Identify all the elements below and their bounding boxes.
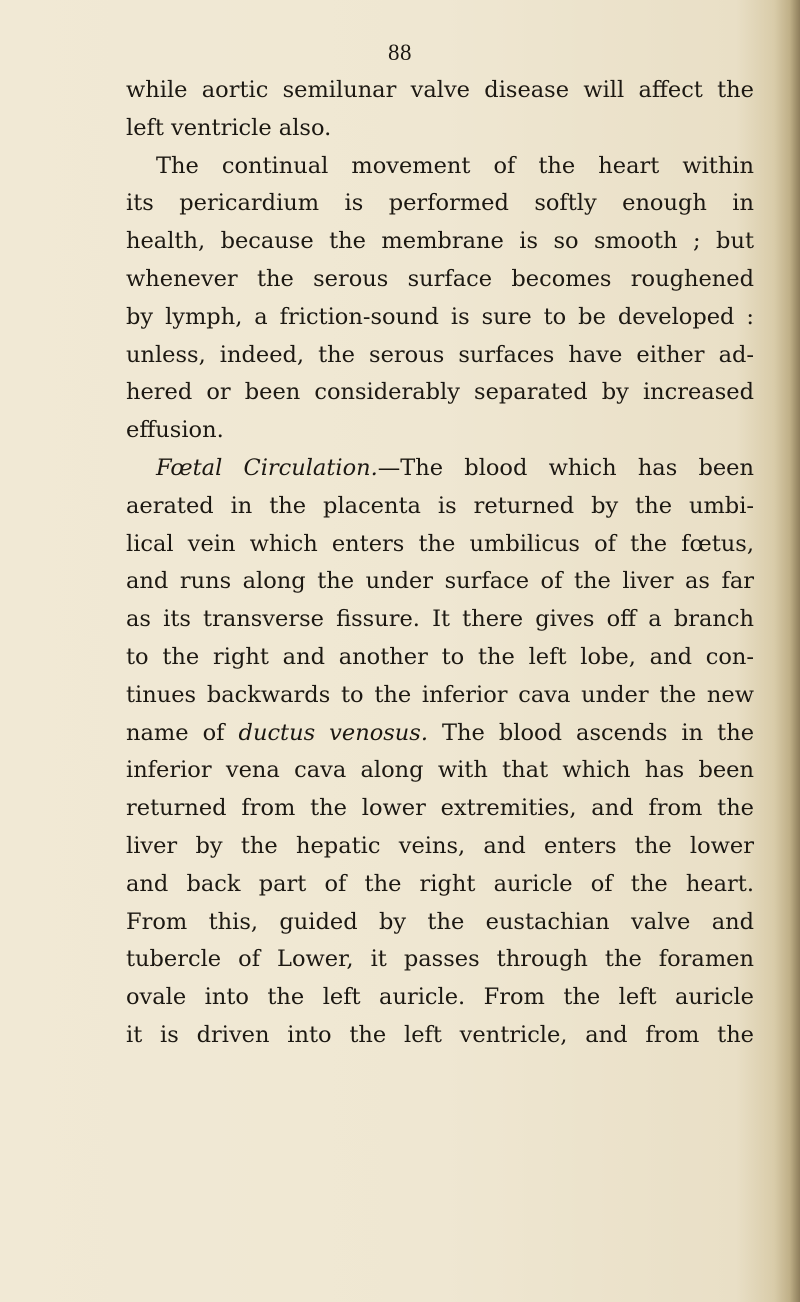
text-line: as its transverse fissure. It there gives off a branch — [126, 606, 754, 633]
text-line: left ventricle also. — [126, 114, 332, 141]
text-line: by lymph, a friction-sound is sure to be developed : — [126, 303, 754, 330]
text-line: and back part of the right auricle of the heart. — [126, 870, 754, 897]
text-line: whenever the serous surface becomes roughened — [126, 265, 754, 292]
text-line: it is driven into the left ventricle, and from the — [126, 1021, 754, 1048]
text-line: name of ductus venosus. The blood ascends in the — [126, 719, 755, 746]
body-text — [126, 72, 754, 1055]
text-line: tinues backwards to the inferior cava under the new — [126, 681, 754, 708]
text-line: inferior vena cava along with that which has been — [126, 757, 754, 784]
text-line: tubercle of Lower, it passes through the foramen — [126, 946, 754, 973]
text-line: From this, guided by the eustachian valve and — [126, 908, 754, 935]
page-edge-shadow — [774, 0, 800, 1302]
text-line: The continual movement of the heart within — [156, 152, 754, 179]
text-line: ovale into the left auricle. From the left auricle — [126, 984, 754, 1011]
text-line: and runs along the under surface of the liver as far — [126, 568, 754, 595]
text-line: while aortic semilunar valve disease will affect the — [126, 77, 754, 103]
page-number: 88 — [388, 40, 412, 65]
text-line: returned from the lower extremities, and from the — [126, 795, 754, 822]
section-heading: Fœtal Circulation. — [156, 454, 378, 481]
text-line: lical vein which enters the umbilicus of the fœtus, — [126, 530, 754, 557]
section-heading-line: Fœtal Circulation.—The blood which has been — [156, 454, 754, 481]
italic-term: ductus venosus. — [238, 719, 428, 746]
text-line: to the right and another to the left lobe, and con- — [126, 643, 754, 670]
text-line: liver by the hepatic veins, and enters the lower — [126, 832, 754, 859]
text-line: unless, indeed, the serous surfaces have either ad- — [126, 341, 754, 368]
text-line: health, because the membrane is so smooth ; but — [126, 228, 754, 255]
text-line: its pericardium is performed softly enough in — [126, 190, 754, 217]
text-line: hered or been considerably separated by increased — [126, 379, 754, 406]
text-line: effusion. — [126, 417, 224, 444]
text-line: aerated in the placenta is returned by the umbi- — [126, 492, 754, 519]
